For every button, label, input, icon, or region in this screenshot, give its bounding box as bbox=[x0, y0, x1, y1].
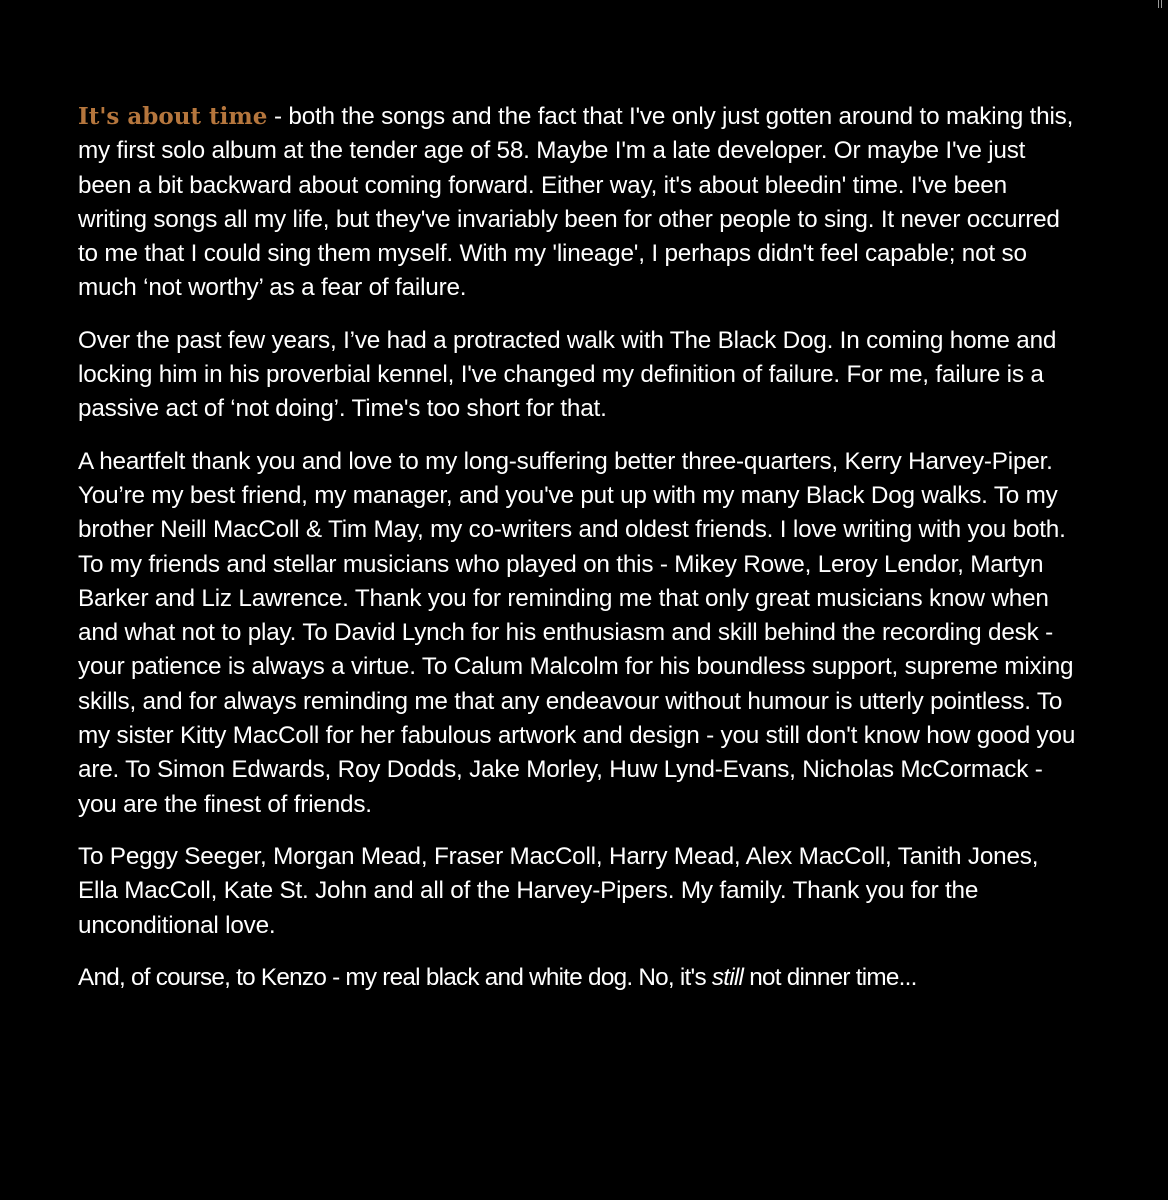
paragraph-black-dog-text: Over the past few years, I’ve had a protracted walk with The Black Dog. In coming home and locking him in his proverbial kennel, I've changed my definition of failure. For me, failure is a passive act of ‘not doing’. Time's too short for that. bbox=[78, 326, 1057, 423]
paragraph-kenzo-text: And, of course, to Kenzo - my real black and white dog. No, it's bbox=[78, 963, 712, 991]
paragraph-thanks-text: A heartfelt thank you and love to my long-suffering better three-quarters, Kerry Harvey-Piper. You’re my best friend, my manager, and you've put up with my many Black Dog walks. To my brother Neill MacColl & Tim May, my co-writers and oldest friends. I love writing with you both. To my friends and stellar musicians who played on this - Mikey Rowe, Leroy Lendor, Martyn Barker and Liz Lawrence. Thank you for reminding me that only great musicians know when and what not to play. To David Lynch for his enthusiasm and skill behind the recording desk - your patience is always a virtue. To Calum Malcolm for his boundless support, supreme mixing skills, and for always reminding me that any endeavour without humour is utterly pointless. To my sister Kitty MacColl for her fabulous artwork and design - you still don't know how good you are. To Simon Edwards, Roy Dodds, Jake Morley, Huw Lynd-Evans, Nicholas McCormack - you are the finest of friends. bbox=[78, 447, 1076, 818]
paragraph-kenzo bbox=[78, 961, 1078, 995]
paragraph-intro bbox=[78, 100, 1078, 306]
liner-notes bbox=[78, 100, 1078, 1013]
paragraph-family bbox=[78, 840, 1078, 943]
paragraph-kenzo-emphasis: still bbox=[711, 963, 744, 991]
paragraph-family-text: To Peggy Seeger, Morgan Mead, Fraser MacColl, Harry Mead, Alex MacColl, Tanith Jones, Ella MacColl, Kate St. John and all of the Harvey-Pipers. My family. Thank you for the unconditional love. bbox=[78, 842, 1039, 939]
paragraph-thanks bbox=[78, 445, 1078, 822]
paragraph-black-dog bbox=[78, 324, 1078, 427]
corner-mark bbox=[1158, 0, 1162, 8]
paragraph-intro-text: - both the songs and the fact that I've only just gotten around to making this, my first solo album at the tender age of 58. Maybe I'm a late developer. Or maybe I've just been a bit backward about coming forward. Either way, it's about bleedin' time. I've been writing songs all my life, but they've invariably been for other people to sing. It never occurred to me that I could sing them myself. With my 'lineage', I perhaps didn't feel capable; not so much ‘not worthy’ as a fear of failure. bbox=[78, 103, 1074, 302]
lead-heading: It's about time bbox=[78, 103, 268, 130]
paragraph-kenzo-end: not dinner time... bbox=[743, 963, 917, 991]
